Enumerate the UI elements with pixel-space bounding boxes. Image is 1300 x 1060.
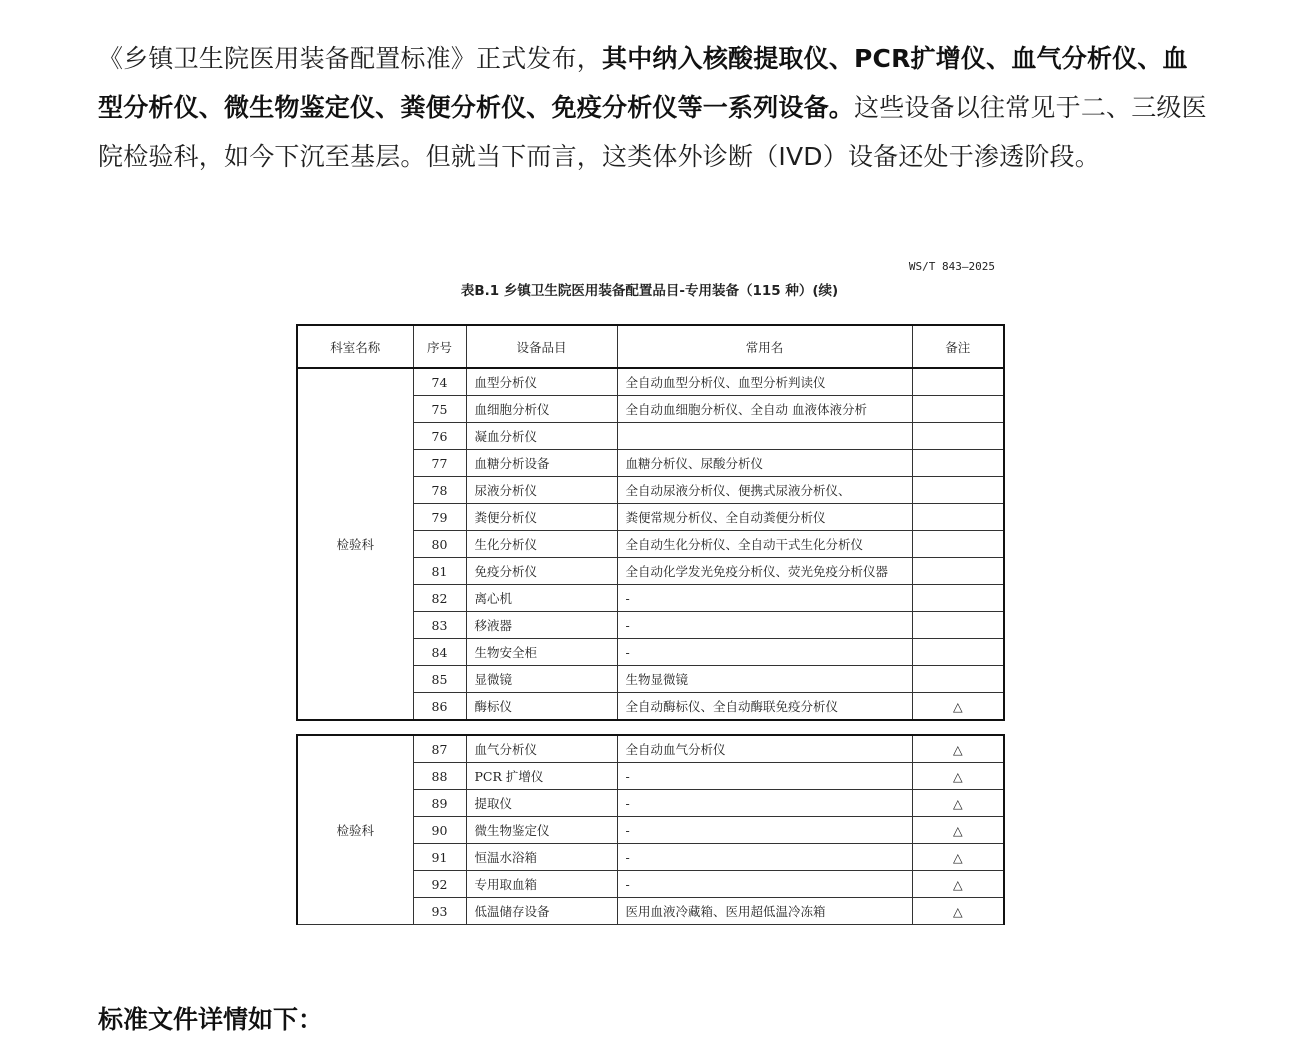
article-paragraph [98,34,1208,181]
equipment-table-part1 [296,324,1005,721]
paragraph-bold-equipment-list: 其中纳入核酸提取仪、PCR扩增仪、血气分析仪、血型分析仪、微生物鉴定仪、粪便分析仪、免疫分析仪等一系列设备。 [98,44,1188,122]
equipment-item-cell: 血型分析仪 [466,368,617,396]
common-name-cell: 粪便常规分析仪、全自动粪便分析仪 [617,504,912,531]
equipment-item-cell: 尿液分析仪 [466,477,617,504]
equipment-item-cell: 血气分析仪 [466,735,617,763]
number-cell: 90 [413,817,466,844]
equipment-item-cell: 凝血分析仪 [466,423,617,450]
paragraph-context: 这些设备以往常见于二、三级医院检验科，如今下沉至基层。但就当下而言，这类体外诊断（IVD）设备还处于渗透阶段。 [98,93,1207,171]
remarks-cell: △ [912,763,1004,790]
common-name-cell: 医用血液冷藏箱、医用超低温冷冻箱 [617,898,912,925]
paragraph-intro: 《乡镇卫生院医用装备配置标准》正式发布， [98,44,603,73]
number-cell: 81 [413,558,466,585]
equipment-item-cell: 提取仪 [466,790,617,817]
table-row [297,735,1004,763]
common-name-cell: 全自动血气分析仪 [617,735,912,763]
remarks-cell: △ [912,898,1004,925]
equipment-item-cell: 显微镜 [466,666,617,693]
table-row [297,368,1004,396]
equipment-item-cell: 低温储存设备 [466,898,617,925]
remarks-cell [912,585,1004,612]
standard-code: WS/T 843—2025 [908,260,995,273]
common-name-cell: 全自动血型分析仪、血型分析判读仪 [617,368,912,396]
equipment-item-cell: PCR 扩增仪 [466,763,617,790]
equipment-item-cell: 血细胞分析仪 [466,396,617,423]
number-cell: 82 [413,585,466,612]
number-cell: 87 [413,735,466,763]
remarks-cell: △ [912,693,1004,721]
header-department: 科室名称 [297,325,413,368]
number-cell: 78 [413,477,466,504]
common-name-cell: 全自动血细胞分析仪、全自动 血液体液分析 [617,396,912,423]
common-name-cell: - [617,612,912,639]
number-cell: 77 [413,450,466,477]
common-name-cell: - [617,585,912,612]
header-number: 序号 [413,325,466,368]
number-cell: 84 [413,639,466,666]
number-cell: 83 [413,612,466,639]
equipment-table-part2 [296,734,1005,925]
remarks-cell [912,639,1004,666]
common-name-cell: 生物显微镜 [617,666,912,693]
department-cell: 检验科 [297,735,413,925]
common-name-cell: 全自动化学发光免疫分析仪、荧光免疫分析仪器 [617,558,912,585]
number-cell: 86 [413,693,466,721]
remarks-cell [912,612,1004,639]
common-name-cell: 血糖分析仪、尿酸分析仪 [617,450,912,477]
common-name-cell: - [617,763,912,790]
number-cell: 89 [413,790,466,817]
number-cell: 93 [413,898,466,925]
common-name-cell: - [617,639,912,666]
equipment-item-cell: 酶标仪 [466,693,617,721]
remarks-cell [912,423,1004,450]
remarks-cell: △ [912,817,1004,844]
number-cell: 76 [413,423,466,450]
equipment-item-cell: 离心机 [466,585,617,612]
common-name-cell: - [617,871,912,898]
common-name-cell: 全自动酶标仪、全自动酶联免疫分析仪 [617,693,912,721]
common-name-cell: - [617,844,912,871]
section-heading-details: 标准文件详情如下： [98,1005,324,1034]
number-cell: 88 [413,763,466,790]
number-cell: 79 [413,504,466,531]
equipment-item-cell: 血糖分析设备 [466,450,617,477]
remarks-cell: △ [912,844,1004,871]
equipment-item-cell: 免疫分析仪 [466,558,617,585]
number-cell: 92 [413,871,466,898]
equipment-item-cell: 恒温水浴箱 [466,844,617,871]
remarks-cell: △ [912,790,1004,817]
common-name-cell: 全自动生化分析仪、全自动干式生化分析仪 [617,531,912,558]
number-cell: 80 [413,531,466,558]
equipment-item-cell: 微生物鉴定仪 [466,817,617,844]
remarks-cell: △ [912,735,1004,763]
number-cell: 74 [413,368,466,396]
remarks-cell: △ [912,871,1004,898]
department-cell: 检验科 [297,368,413,720]
common-name-cell: - [617,790,912,817]
table-title: 表B.1 乡镇卫生院医用装备配置品目-专用装备（115 种）(续) [460,283,839,299]
remarks-cell [912,558,1004,585]
number-cell: 85 [413,666,466,693]
header-equipment-item: 设备品目 [466,325,617,368]
table-header-row [297,325,1004,368]
remarks-cell [912,396,1004,423]
header-remarks: 备注 [912,325,1004,368]
remarks-cell [912,368,1004,396]
remarks-cell [912,531,1004,558]
number-cell: 75 [413,396,466,423]
equipment-item-cell: 生物安全柜 [466,639,617,666]
header-common-name: 常用名 [617,325,912,368]
common-name-cell [617,423,912,450]
remarks-cell [912,450,1004,477]
equipment-item-cell: 移液器 [466,612,617,639]
remarks-cell [912,504,1004,531]
equipment-item-cell: 粪便分析仪 [466,504,617,531]
remarks-cell [912,666,1004,693]
remarks-cell [912,477,1004,504]
common-name-cell: - [617,817,912,844]
common-name-cell: 全自动尿液分析仪、便携式尿液分析仪、 [617,477,912,504]
equipment-item-cell: 专用取血箱 [466,871,617,898]
equipment-item-cell: 生化分析仪 [466,531,617,558]
number-cell: 91 [413,844,466,871]
